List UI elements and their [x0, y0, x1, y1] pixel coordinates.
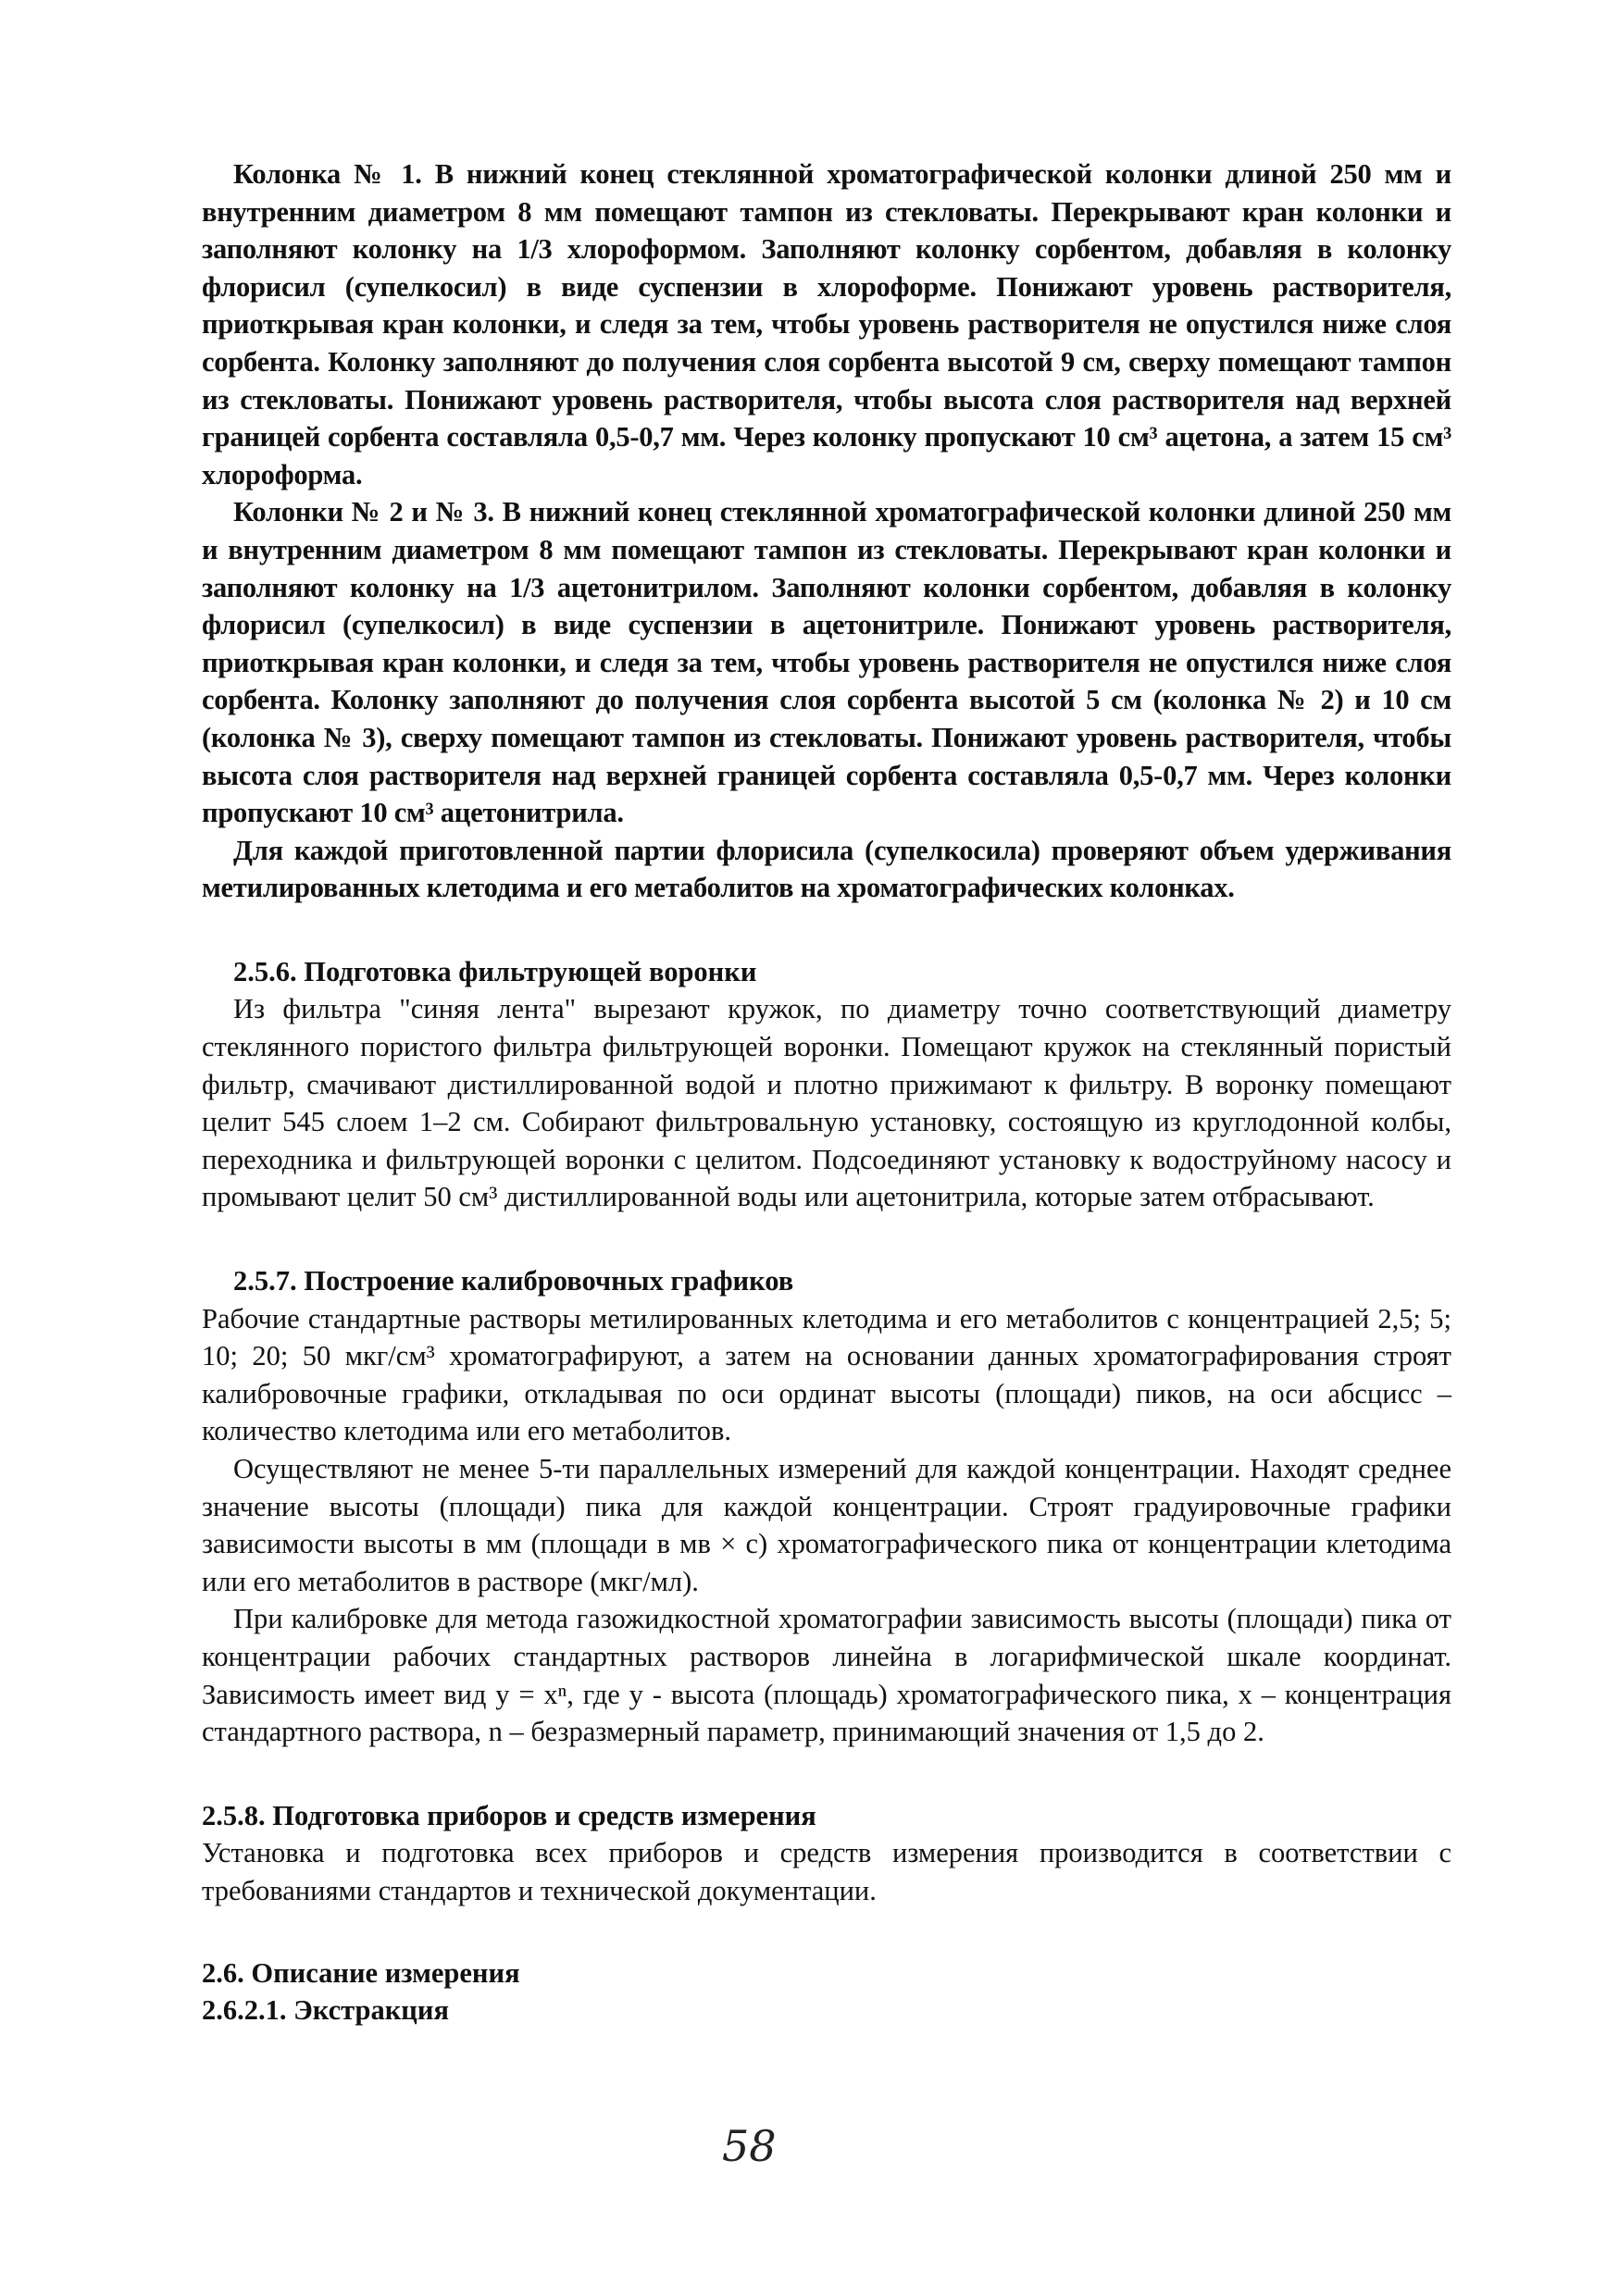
page-number: 58 [722, 2121, 777, 2171]
paragraph-2-5-7-a: Рабочие стандартные растворы метилированных клетодима и его метаболитов с концентрацией 2,5; 5; 10; 20; 50 мкг/см³ хроматографируют, а затем на основании данных хроматографирования строят калибровочные графики, откладывая по оси ординат высоты (площади) пиков, на оси абсцисс – количество клетодима или его метаболитов. [202, 1302, 1451, 1447]
heading-2-6-2-1: 2.6.2.1. Экстракция [202, 1994, 449, 2027]
paragraph-2-5-8: Установка и подготовка всех приборов и средств измерения производится в соответствии с требованиями стандартов и технической документации. [202, 1837, 1451, 1906]
paragraph-2-5-6: Из фильтра "синяя лента" вырезают кружок, по диаметру точно соответствующий диаметру стеклянного пористого фильтра фильтрующей воронки. Помещают кружок на стеклянный пористый фильтр, смачивают дистиллированной водой и плотно прижимают к фильтру. В воронку помещают целит 545 слоем 1–2 см. Собирают фильтровальную установку, состоящую из круглодонной колбы, переходника и фильтрующей воронки с целитом. Подсоединяют установку к водоструйному насосу и промывают целит 50 см³ дистиллированной воды или ацетонитрила, которые затем отбрасывают. [202, 993, 1451, 1213]
paragraph-2-5-7-c: При калибровке для метода газожидкостной хроматографии зависимость высоты (площади) пика от концентрации рабочих стандартных растворов линейна в логарифмической шкале координат. Зависимость имеет вид y = xⁿ, где y - высота (площадь) хроматографического пика, x – концентрация стандартного раствора, n – безразмерный параметр, принимающий значения от 1,5 до 2. [202, 1603, 1451, 1748]
section-gap [202, 1751, 1451, 1797]
paragraph-florisil-check: Для каждой приготовленной партии флорисила (супелкосила) проверяют объем удерживания метилированных клетодима и его метаболитов на хроматографических колонках. [202, 834, 1451, 904]
section-gap [202, 907, 1451, 953]
section-gap [202, 1910, 1451, 1955]
heading-2-5-6: 2.5.6. Подготовка фильтрующей воронки [233, 955, 757, 987]
paragraph-column-1: Колонка № 1. В нижний конец стеклянной хроматографической колонки длиной 250 мм и внутренним диаметром 8 мм помещают тампон из стекловаты. Перекрывают кран колонки и заполняют колонку на 1/3 хлороформом. Заполняют колонку сорбентом, добавляя в колонку флорисил (супелкосил) в виде суспензии в хлороформе. Понижают уровень растворителя, приоткрывая кран колонки, и следя за тем, чтобы уровень растворителя не опустился ниже слоя сорбента. Колонку заполняют до получения слоя сорбента высотой 9 см, сверху помещают тампон из стекловаты. Понижают уровень растворителя, чтобы высота слоя растворителя над верхней границей сорбента составляла 0,5-0,7 мм. Через колонку пропускают 10 см³ ацетона, а затем 15 см³ хлороформа. [202, 158, 1451, 490]
document-page [202, 155, 1451, 2029]
heading-2-5-7: 2.5.7. Построение калибровочных графиков [233, 1265, 794, 1297]
heading-2-5-8: 2.5.8. Подготовка приборов и средств измерения [202, 1799, 816, 1831]
heading-2-6: 2.6. Описание измерения [202, 1956, 520, 1989]
paragraph-2-5-7-b: Осуществляют не менее 5-ти параллельных измерений для каждой концентрации. Находят среднее значение высоты (площади) пика для каждой концентрации. Строят градуировочные графики зависимости высоты в мм (площади в мв × с) хроматографического пика от концентрации клетодима или его метаболитов в растворе (мкг/мл). [202, 1453, 1451, 1597]
paragraph-columns-2-3: Колонки № 2 и № 3. В нижний конец стеклянной хроматографической колонки длиной 250 мм и внутренним диаметром 8 мм помещают тампон из стекловаты. Перекрывают кран колонки и заполняют колонку на 1/3 ацетонитрилом. Заполняют колонки сорбентом, добавляя в колонку флорисил (супелкосил) в виде суспензии в ацетонитриле. Понижают уровень растворителя, приоткрывая кран колонки, и следя за тем, чтобы уровень растворителя не опустился ниже слоя сорбента. Колонку заполняют до получения слоя сорбента высотой 5 см (колонка № 2) и 10 см (колонка № 3), сверху помещают тампон из стекловаты. Понижают уровень растворителя, чтобы высота слоя растворителя над верхней границей сорбента составляла 0,5-0,7 мм. Через колонки пропускают 10 см³ ацетонитрила. [202, 496, 1451, 829]
section-gap [202, 1216, 1451, 1262]
